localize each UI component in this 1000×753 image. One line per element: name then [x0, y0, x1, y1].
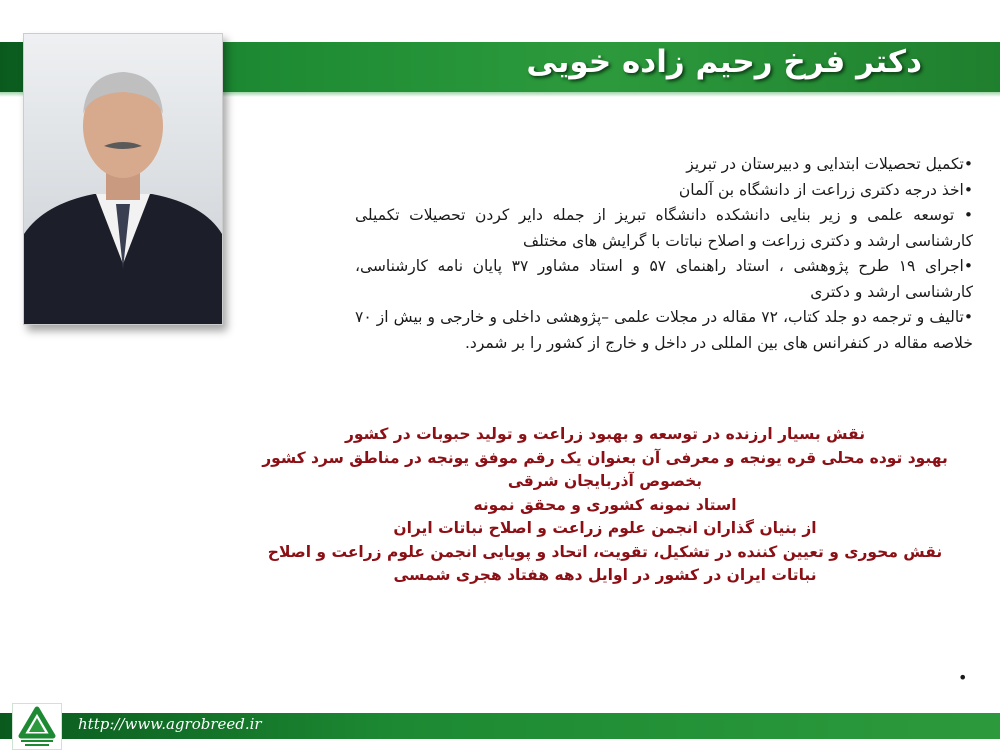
achievement-line: از بنیان گذاران انجمن علوم زراعت و اصلاح نباتات ایران [393, 519, 817, 537]
page-title: دکتر فرخ رحیم زاده خویی [526, 44, 922, 80]
achievement-line: بهبود توده محلی قره یونجه و معرفی آن بعنوان یک رقم موفق یونجه در مناطق سرد کشور [262, 448, 948, 467]
bullet-item: •تالیف و ترجمه دو جلد کتاب، ۷۲ مقاله در مجلات علمی –پژوهشی داخلی و خارجی و بیش از ۷۰ خلاصه مقاله در کنفرانس های بین المللی در داخل و خارج از کشور را بر شمرد. [355, 308, 973, 352]
logo-graphic [13, 704, 61, 749]
bullet-item: •تکمیل تحصیلات ابتدایی و دبیرستان در تبریز [686, 155, 973, 173]
website-link[interactable]: http://www.agrobreed.ir [78, 715, 262, 733]
portrait-photo [23, 33, 223, 325]
footer-bar [0, 713, 1000, 739]
achievement-line: استاد نمونه کشوری و محقق نمونه [473, 495, 737, 514]
bullet-item: • توسعه علمی و زیر بنایی دانشکده دانشگاه تبریز از جمله دایر کردن تحصیلات تکمیلی کارشناسی ارشد و دکتری زراعت و اصلاح نباتات با گرایش های مختلف [355, 206, 973, 250]
empty-bullet: • [958, 668, 968, 687]
association-logo-icon [12, 703, 62, 750]
portrait-illustration [24, 34, 222, 324]
bio-bullet-list [355, 152, 973, 356]
achievement-line: بخصوص آذربایجان شرقی [507, 472, 703, 490]
achievement-line: نقش بسیار ارزنده در توسعه و بهبود زراعت و تولید حبوبات در کشور [344, 425, 866, 443]
bullet-item: •اجرای ۱۹ طرح پژوهشی ، استاد راهنمای ۵۷ و استاد مشاور ۳۷ پایان نامه کارشناسی، کارشناسی ارشد و دکتری [355, 257, 973, 301]
achievement-line: نباتات ایران در کشور در اوایل دهه هفتاد هجری شمسی [393, 566, 817, 584]
bullet-item: •اخذ درجه دکتری زراعت از دانشگاه بن آلمان [678, 180, 973, 199]
achievements-block [215, 423, 995, 588]
achievement-line: نقش محوری و تعیین کننده در تشکیل، تقویت، اتحاد و پویایی انجمن علوم زراعت و اصلاح [267, 542, 943, 561]
